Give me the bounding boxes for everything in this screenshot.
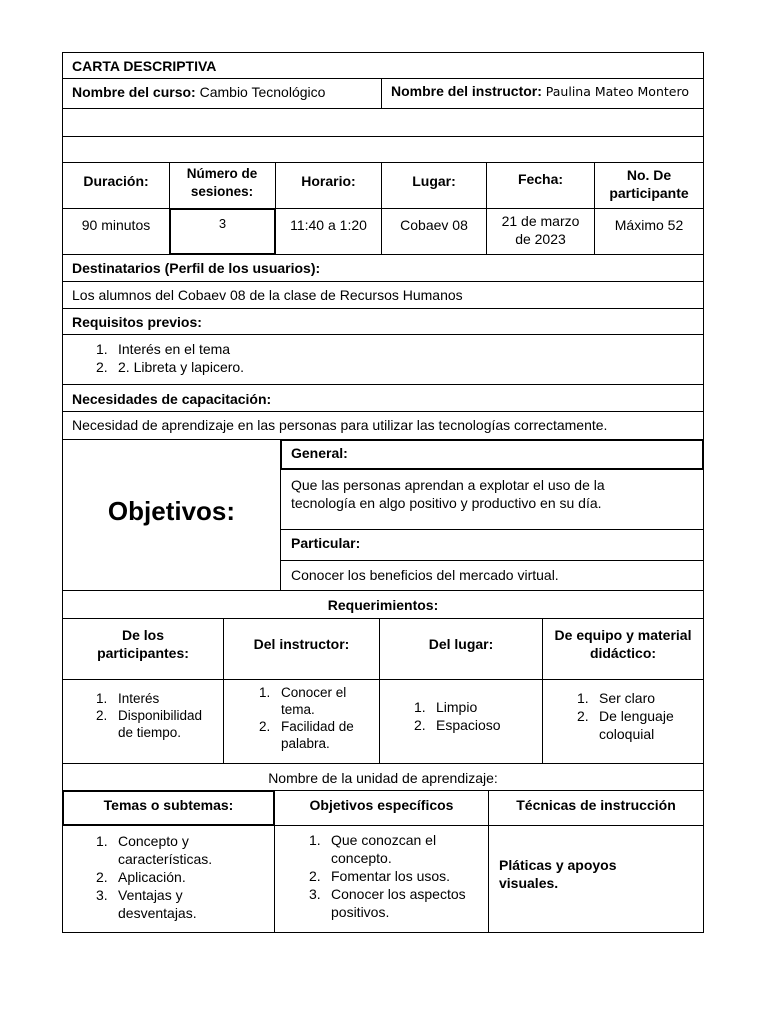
- list-item: 1. Interés: [96, 691, 160, 706]
- objetivos-especificos-header: Objetivos específicos: [309, 797, 454, 813]
- necesidades-label: Necesidades de capacitación:: [72, 391, 272, 407]
- participantes-value: Máximo 52: [614, 217, 684, 233]
- objetivos-title: Objetivos:: [107, 496, 236, 526]
- list-item: 1. Interés en el tema: [96, 341, 231, 357]
- duracion-header: Duración:: [83, 173, 149, 189]
- list-item: 2. Aplicación.: [96, 869, 186, 885]
- req-lugar-header: Del lugar:: [428, 636, 494, 652]
- requerimientos-title: Requerimientos:: [327, 597, 439, 613]
- list-item: 1. Que conozcan el concepto.: [309, 832, 437, 866]
- participantes-header: No. De participante: [609, 167, 689, 201]
- list-item: 2. De lenguaje coloquial: [577, 708, 674, 742]
- sesiones-header: Número de sesiones:: [186, 166, 258, 199]
- list-item: 2. Fomentar los usos.: [309, 868, 451, 884]
- req-participantes-header: De los participantes:: [97, 627, 189, 661]
- temas-header: Temas o subtemas:: [103, 797, 234, 813]
- list-item: 3. Conocer los aspectos positivos.: [309, 886, 466, 920]
- general-value: Que las personas aprendan a explotar el uso de la tecnología en algo positivo y productivo en su día.: [291, 477, 605, 511]
- blank-row-2: [62, 136, 704, 163]
- objetivos-especificos-list: [309, 831, 469, 921]
- list-item: 2. 2. Libreta y lapicero.: [96, 359, 245, 375]
- instructor-name: [391, 82, 689, 101]
- unidad-label: Nombre de la unidad de aprendizaje:: [268, 770, 498, 786]
- req-instructor-list: [259, 684, 371, 752]
- duracion-value: 90 minutos: [81, 217, 151, 233]
- destinatarios-label: Destinatarios (Perfil de los usuarios):: [72, 260, 321, 276]
- list-item: 1. Concepto y características.: [96, 833, 213, 867]
- req-participantes-list: [96, 690, 220, 741]
- lugar-value: Cobaev 08: [400, 217, 468, 233]
- fecha-header: Fecha:: [517, 171, 564, 187]
- list-item: 1. Conocer el tema.: [259, 685, 347, 717]
- general-label: General:: [291, 445, 348, 461]
- temas-list: [96, 832, 256, 922]
- list-item: 2. Disponibilidad de tiempo.: [96, 708, 203, 740]
- instructor-label: Nombre del instructor:: [391, 83, 542, 99]
- document-title: CARTA DESCRIPTIVA: [72, 58, 217, 74]
- list-item: 3. Ventajas y desventajas.: [96, 887, 197, 921]
- fecha-value: 21 de marzo de 2023: [501, 213, 580, 247]
- blank-row-1: [62, 108, 704, 137]
- tecnicas-header: Técnicas de instrucción: [516, 797, 676, 813]
- req-equipo-list: [577, 689, 689, 743]
- requisitos-list: [96, 340, 656, 376]
- destinatarios-value: Los alumnos del Cobaev 08 de la clase de Recursos Humanos: [72, 287, 463, 303]
- particular-value: Conocer los beneficios del mercado virtual.: [291, 567, 559, 583]
- list-item: 2. Espacioso: [414, 717, 501, 733]
- instructor-value: Paulina Mateo Montero: [545, 84, 689, 99]
- req-equipo-header: De equipo y material didáctico:: [554, 627, 692, 661]
- necesidades-value: Necesidad de aprendizaje en las personas para utilizar las tecnologías correctamente.: [72, 417, 608, 433]
- course-value: Cambio Tecnológico: [199, 84, 326, 100]
- particular-label: Particular:: [291, 535, 361, 551]
- horario-value: 11:40 a 1:20: [290, 217, 367, 233]
- horario-header: Horario:: [301, 173, 356, 189]
- lugar-header: Lugar:: [412, 173, 456, 189]
- tecnicas-value: Pláticas y apoyos visuales.: [499, 857, 617, 891]
- sesiones-value: 3: [218, 216, 227, 231]
- requisitos-label: Requisitos previos:: [72, 314, 202, 330]
- req-lugar-list: [414, 698, 534, 734]
- list-item: 1. Limpio: [414, 699, 478, 715]
- list-item: 1. Ser claro: [577, 690, 656, 706]
- course-label: Nombre del curso:: [72, 84, 196, 100]
- course-name: [72, 83, 325, 101]
- req-instructor-header: Del instructor:: [253, 636, 350, 652]
- list-item: 2. Facilidad de palabra.: [259, 719, 354, 751]
